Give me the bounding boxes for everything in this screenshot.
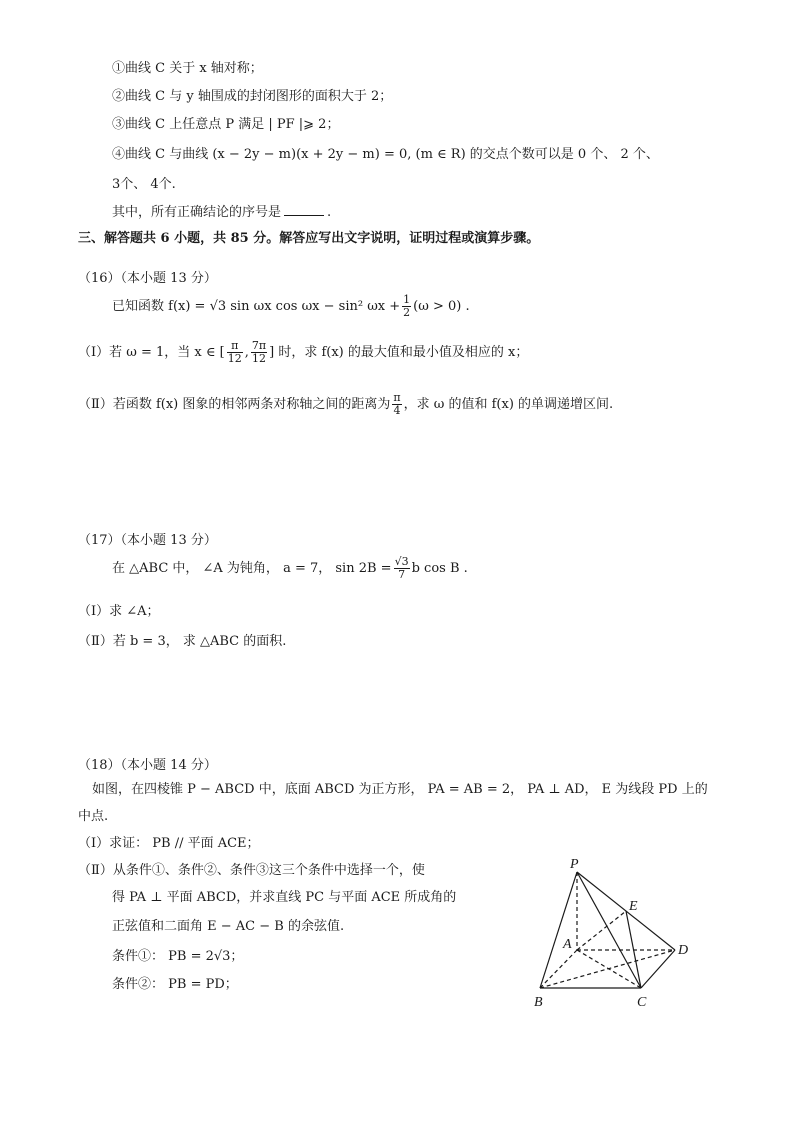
q16-frac-den: 2 <box>403 306 411 319</box>
q18-header: （18）（本小题 14 分） <box>78 758 217 773</box>
q17-header: （17）（本小题 13 分） <box>78 533 217 548</box>
edge-CD <box>641 950 675 988</box>
q18-part-2: （Ⅱ）从条件①、条件②、条件③这三个条件中选择一个，使 <box>78 863 425 878</box>
label-P: P <box>570 857 579 872</box>
q16-p1-tail: ] 时，求 f(x) 的最大值和最小值及相应的 x； <box>269 345 529 360</box>
q16-statement <box>112 294 470 320</box>
q15-prompt-end: . <box>327 205 332 220</box>
q17-part-1: （Ⅰ）求 ∠A； <box>78 604 160 619</box>
q15-item-2: ②曲线 C 与 y 轴围成的封闭图形的面积大于 2； <box>112 89 393 104</box>
q16-p1-fraction-2 <box>251 340 267 365</box>
q17-frac-den: 7 <box>398 568 406 581</box>
q17-stmt-fraction <box>394 556 410 581</box>
q16-part-1 <box>78 340 528 366</box>
label-D: D <box>678 943 689 958</box>
q16-p1-text: （Ⅰ）若 ω = 1，当 x ∈ [ <box>78 345 225 360</box>
q18-statement-cont: 中点. <box>78 809 109 824</box>
q16-header: （16）（本小题 13 分） <box>78 271 217 286</box>
q17-part-2: （Ⅱ）若 b = 3， 求 △ABC 的面积. <box>78 634 287 649</box>
q16-p1-f1-num: π <box>227 340 243 353</box>
edge-PC <box>577 872 641 988</box>
q15-prompt-text: 其中，所有正确结论的序号是 <box>112 205 282 220</box>
q16-p1-f2-num: 7π <box>251 339 267 352</box>
q16-part-2 <box>78 392 613 418</box>
q16-p1-fraction-1 <box>227 340 243 365</box>
q15-item-4-cont: 3个、 4个. <box>112 177 176 192</box>
q15-item-3: ③曲线 C 上任意点 P 满足 | PF |⩾ 2； <box>112 117 340 132</box>
q16-p1-sep: , <box>244 345 249 360</box>
q16-stmt-fraction <box>402 294 411 319</box>
answer-blank[interactable] <box>284 203 324 216</box>
q17-stmt-tail: b cos B . <box>411 561 468 576</box>
label-E: E <box>629 899 638 914</box>
q18-part-2-line-3: 正弦值和二面角 E − AC − B 的余弦值. <box>112 919 345 934</box>
q18-condition-1: 条件①： PB = 2√3； <box>112 949 244 964</box>
q18-part-2-line-2: 得 PA ⊥ 平面 ABCD，并求直线 PC 与平面 ACE 所成角的 <box>112 890 457 905</box>
label-C: C <box>637 995 647 1010</box>
q16-p2-frac-den: 4 <box>393 404 401 417</box>
q15-item-1: ①曲线 C 关于 x 轴对称； <box>112 61 263 76</box>
q17-statement <box>112 556 468 582</box>
q17-frac-num: √3 <box>394 555 409 568</box>
q16-frac-num: 1 <box>403 293 411 306</box>
q17-stmt-text: 在 △ABC 中， ∠A 为钝角， a = 7， sin 2B = <box>112 561 392 576</box>
q16-p2-frac-num: π <box>393 391 401 404</box>
q16-p2-tail: ，求 ω 的值和 f(x) 的单调递增区间. <box>403 397 614 412</box>
q15-item-4: ④曲线 C 与曲线 (x − 2y − m)(x + 2y − m) = 0, (m ∈ R) 的交点个数可以是 0 个、 2 个、 <box>112 147 659 162</box>
q16-stmt-tail: (ω > 0) . <box>413 299 470 314</box>
section-3-heading: 三、解答题共 6 小题，共 85 分。解答应写出文字说明，证明过程或演算步骤。 <box>78 231 540 246</box>
edge-PB <box>540 872 577 988</box>
q16-p1-f1-den: 12 <box>227 352 242 365</box>
q16-p2-text: （Ⅱ）若函数 f(x) 图象的相邻两条对称轴之间的距离为 <box>78 397 391 412</box>
q16-p1-f2-den: 12 <box>251 352 266 365</box>
label-B: B <box>534 995 543 1010</box>
q18-part-1: （Ⅰ）求证： PB // 平面 ACE； <box>78 836 260 851</box>
q16-stmt-text: 已知函数 f(x) = √3 sin ωx cos ωx − sin² ωx + <box>112 299 401 314</box>
q18-condition-2: 条件②： PB = PD； <box>112 977 238 992</box>
pyramid-figure <box>520 855 710 1015</box>
q15-prompt <box>112 203 331 222</box>
label-A: A <box>563 937 572 952</box>
q18-statement: 如图，在四棱锥 P − ABCD 中，底面 ABCD 为正方形， PA = AB = 2， PA ⊥ AD， E 为线段 PD 上的 <box>92 782 708 797</box>
edge-BD <box>540 950 675 988</box>
q16-p2-fraction <box>392 392 401 417</box>
